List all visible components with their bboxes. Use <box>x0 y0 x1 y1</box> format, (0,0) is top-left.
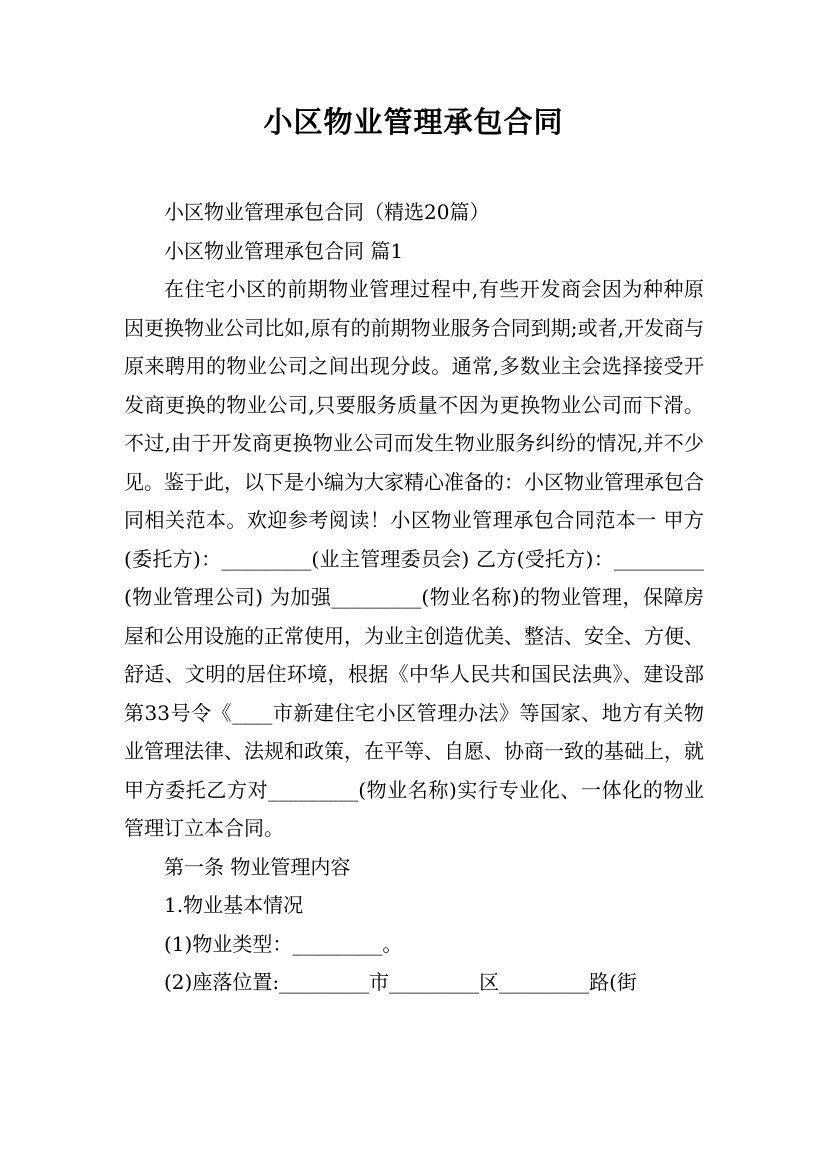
paragraph-item-basic-info: 1.物业基本情况 <box>164 893 304 917</box>
paragraph-article-one: 第一条 物业管理内容 <box>164 854 351 879</box>
document-body <box>124 193 704 1002</box>
paragraph-item-location: (2)座落位置:_________市_________区_________路(街 <box>164 970 637 994</box>
paragraph-subtitle: 小区物业管理承包合同（精选20篇） <box>164 200 490 224</box>
paragraph-main-text: 在住宅小区的前期物业管理过程中,有些开发商会因为种种原因更换物业公司比如,原有的前期物业服务合同到期;或者,开发商与原来聘用的物业公司之间出现分歧。通常,多数业主会选择接受开发商更换的物业公司,只要服务质量不因为更换物业公司而下滑。不过,由于开发商更换物业公司而发生物业服务纠纷的情况,并不少见。鉴于此，以下是小编为大家精心准备的：小区物业管理承包合同相关范本。欢迎参考阅读！小区物业管理承包合同范本一 甲方(委托方)：_________(业主管理委员会) 乙方(受托方)：_________(物业管理公司) 为加强_________(物业名称)的物业管理，保障房屋和公用设施的正常使用，为业主创造优美、整洁、安全、方便、舒适、文明的居住环境，根据《中华人民共和国民法典》、建设部第33号令《____市新建住宅小区管理办法》等国家、地方有关物业管理法律、法规和政策，在平等、自愿、协商一致的基础上，就甲方委托乙方对_________(物业名称)实行专业化、一体化的物业管理订立本合同。 <box>124 277 704 840</box>
document-title: 小区物业管理承包合同 <box>263 105 564 139</box>
paragraph-item-property-type: (1)物业类型：_________。 <box>164 931 403 956</box>
paragraph-section-heading: 小区物业管理承包合同 篇1 <box>164 238 404 263</box>
